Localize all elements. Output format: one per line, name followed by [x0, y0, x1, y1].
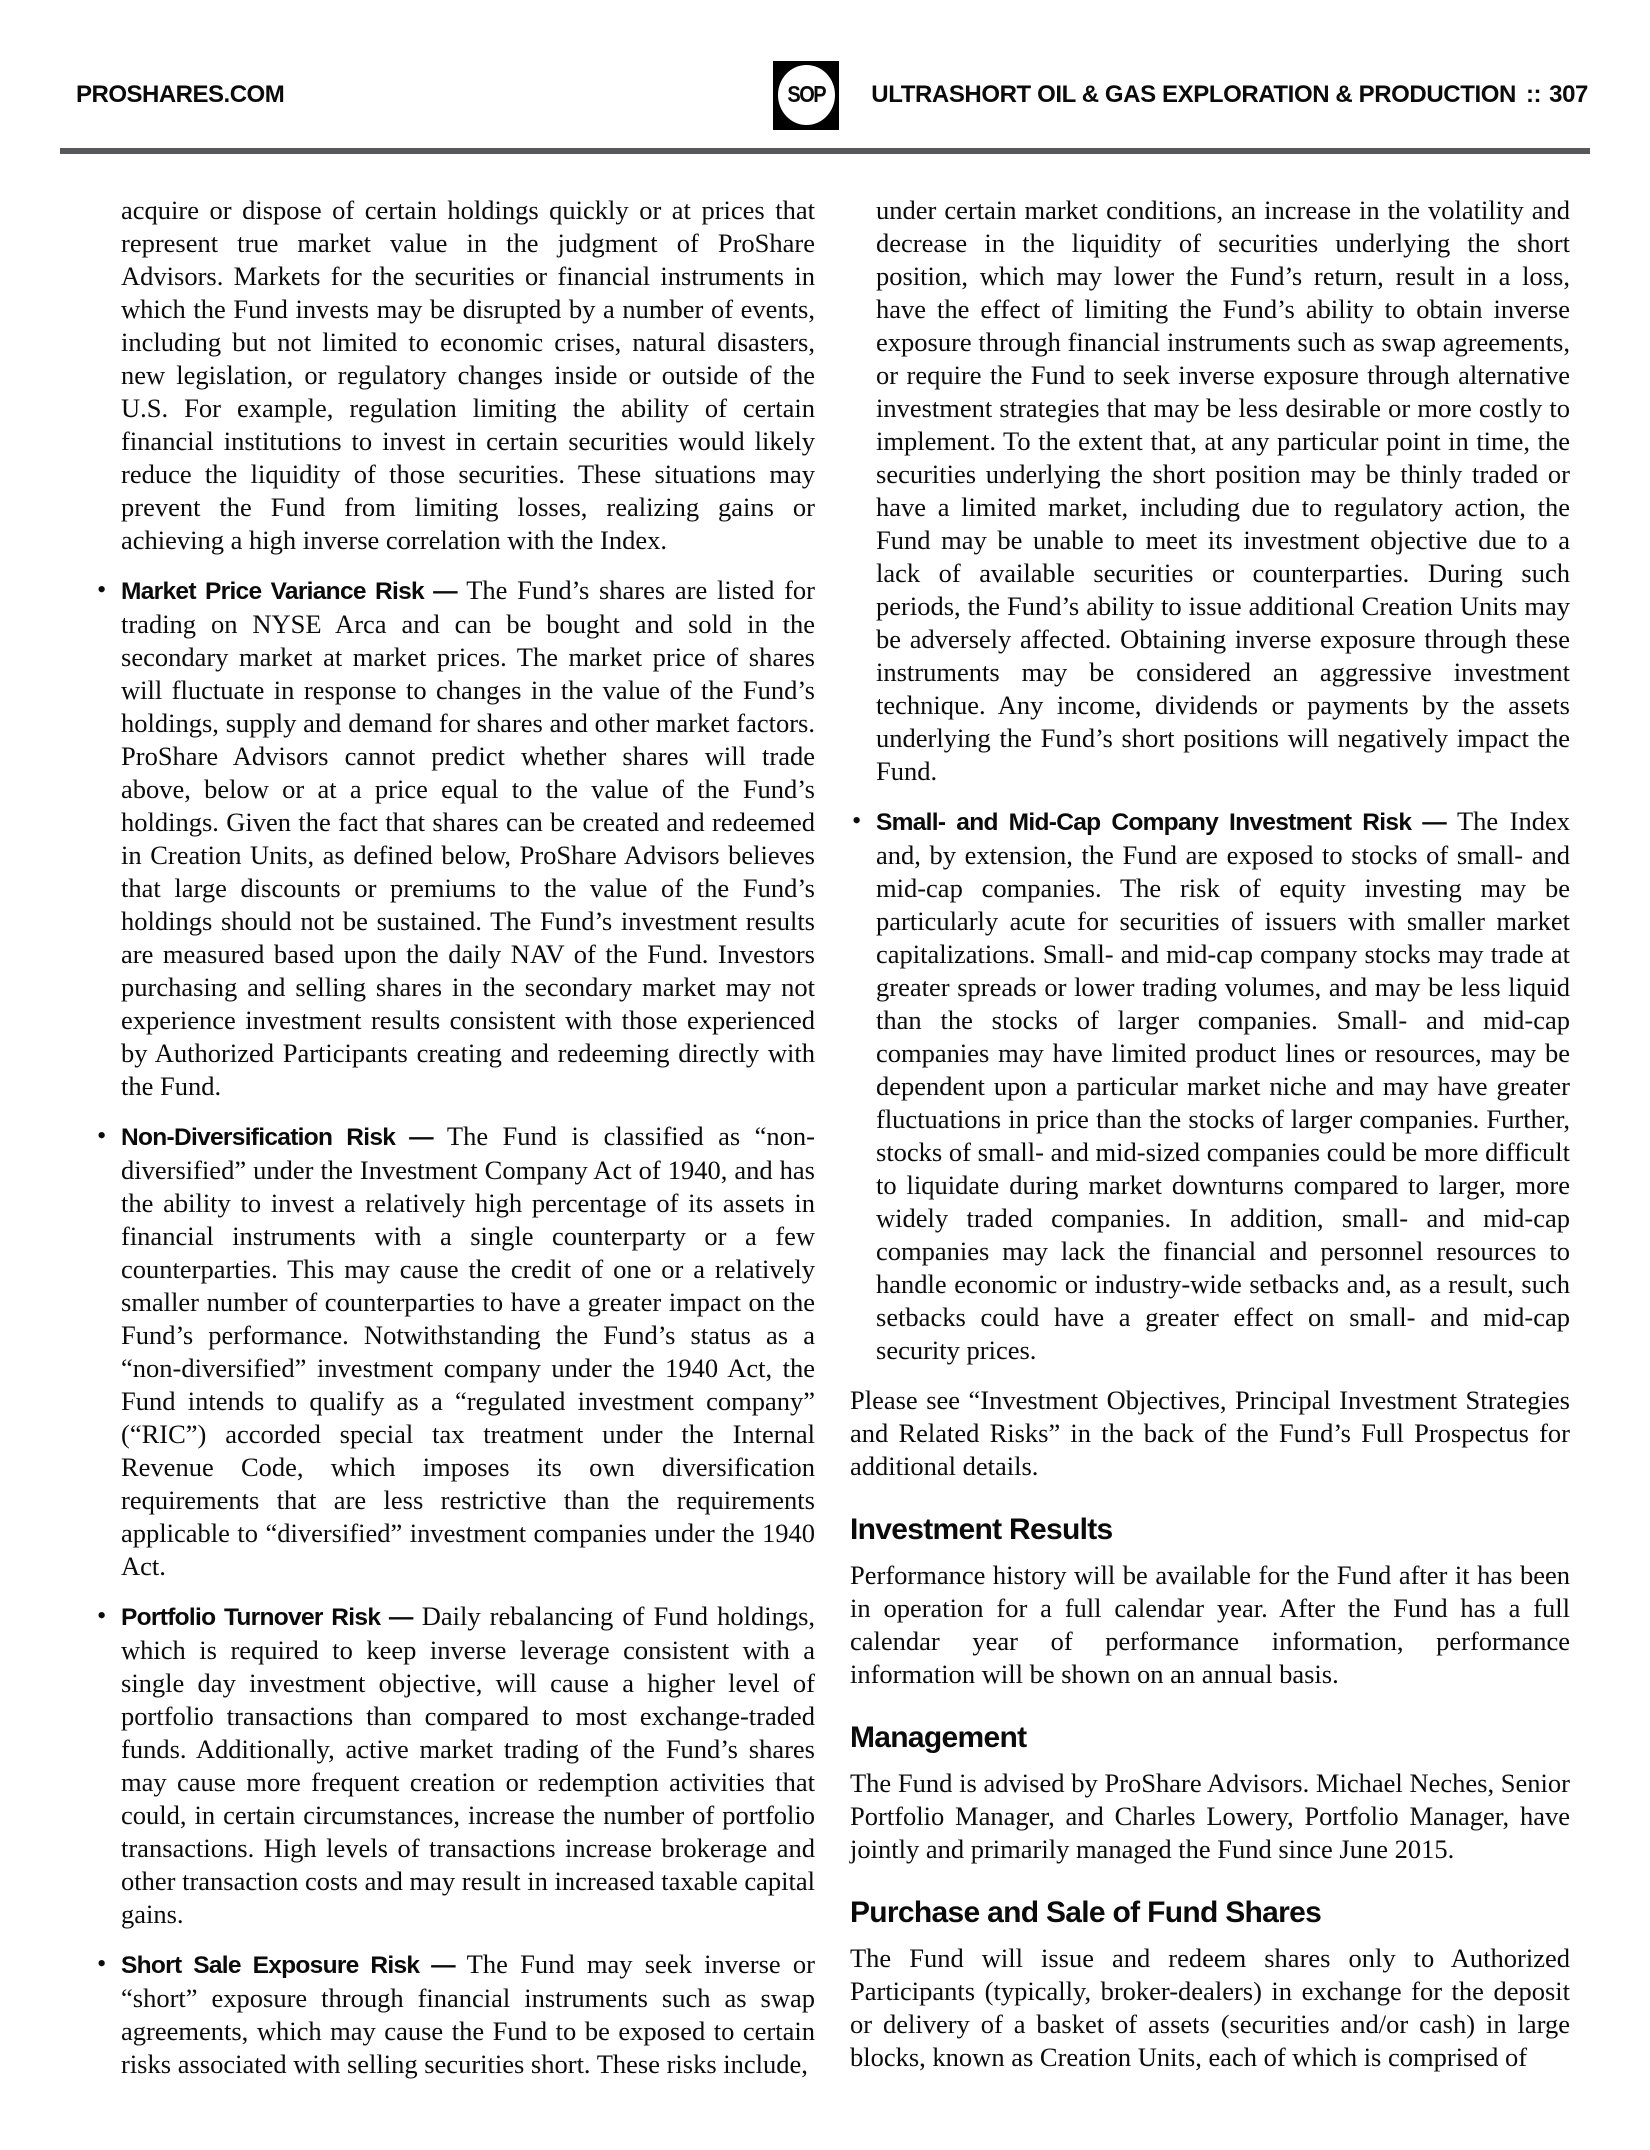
note-paragraph: Please see “Investment Objectives, Principal Investment Strategies and Related Risks” in the back of the Fund’s Full Prospectus for additional details.: [850, 1385, 1570, 1481]
section-body: The Fund will issue and redeem shares only to Authorized Participants (typically, broker-dealers) in exchange for the deposit or delivery of a basket of assets (securities and/or cash) in large blocks, known as Creation Units, each of which is comprised of: [850, 1943, 1570, 2072]
section-body: Performance history will be available for the Fund after it has been in operation for a full calendar year. After the Fund has a full calendar year of performance information, performance information will be shown on an annual basis.: [850, 1560, 1570, 1689]
bullet-dot: •: [852, 805, 862, 835]
bullet-paragraph: [121, 574, 815, 1103]
continued-paragraph: under certain market conditions, an increase in the volatility and decrease in the liquidity of securities underlying the short position, which may lower the Fund’s return, result in a loss, have the effect of limiting the Fund’s ability to obtain inverse exposure through financial instruments such as swap agreements, or require the Fund to seek inverse exposure through alternative investment strategies that may be less desirable or more costly to implement. To the extent that, at any particular point in time, the securities underlying the short position may be thinly traded or have a limited market, including due to regulatory action, the Fund may be unable to meet its investment objective due to a lack of available securities or counterparties. During such periods, the Fund’s ability to issue additional Creation Units may be adversely affected. Obtaining inverse exposure through these instruments may be considered an aggressive investment technique. Any income, dividends or payments by the assets underlying the Fund’s short positions will negatively impact the Fund.: [876, 195, 1570, 786]
fund-name: ULTRASHORT OIL & GAS EXPLORATION & PRODUCTION: [871, 81, 1516, 108]
bullet-text: The Fund is classified as “non-diversified” under the Investment Company Act of 1940, and has the ability to invest a relatively high percentage of its assets in financial instruments with a single counterparty or a few counterparties. This may cause the credit of one or a relatively smaller number of counterparties to have a greater impact on the Fund’s performance. Notwithstanding the Fund’s status as a “non-diversified” investment company under the 1940 Act, the Fund intends to qualify as a “regulated investment company” (“RIC”) accorded special tax treatment under the Internal Revenue Code, which imposes its own diversification requirements that are less restrictive than the requirements applicable to “diversified” investment companies under the 1940 Act.: [121, 1121, 815, 1581]
two-column-body: [0, 154, 1650, 2098]
bullet-paragraph: [121, 1120, 815, 1583]
section-investment-results: [850, 1513, 1570, 1691]
bullet-paragraph: [876, 805, 1570, 1367]
bullet-dot: •: [97, 1600, 107, 1630]
section-purchase-and-sale: [850, 1896, 1570, 2074]
bullet-title: Short Sale Exposure Risk —: [121, 1952, 455, 1979]
bullet-paragraph: [121, 1600, 815, 1931]
continued-paragraph: acquire or dispose of certain holdings quickly or at prices that represent true market value in the judgment of ProShare Advisors. Markets for the securities or financial instruments in which the Fund invests may be disrupted by a number of events, including but not limited to economic crises, natural disasters, new legislation, or regulatory changes inside or outside of the U.S. For example, regulation limiting the ability of certain financial institutions to invest in certain securities would likely reduce the liquidity of those securities. These situations may prevent the Fund from limiting losses, realizing gains or achieving a high inverse correlation with the Index.: [121, 195, 815, 555]
title-separator: ::: [1525, 81, 1542, 108]
risk-bullet-market-price-variance: [95, 574, 815, 1103]
bullet-dot: •: [97, 574, 107, 604]
right-column: [850, 194, 1570, 2098]
page-number: 307: [1549, 81, 1588, 108]
fund-ticker-logo: [773, 61, 839, 130]
section-heading: Purchase and Sale of Fund Shares: [850, 1896, 1322, 1929]
bullet-text: Daily rebalancing of Fund holdings, which is required to keep inverse leverage consistent with a single day investment objective, will cause a higher level of portfolio transactions than compared to most exchange-traded funds. Additionally, active market trading of the Fund’s shares may cause more frequent creation or redemption activities that could, in certain circumstances, increase the number of portfolio transactions. High levels of transactions increase brokerage and other transaction costs and may result in increased taxable capital gains.: [121, 1601, 816, 1929]
logo-circle: [778, 65, 835, 125]
bullet-title: Small- and Mid-Cap Company Investment Risk —: [876, 809, 1446, 836]
bullet-dot: •: [97, 1120, 107, 1150]
risk-bullet-non-diversification: [95, 1120, 815, 1583]
header-right-group: [773, 61, 1588, 130]
bullet-text: The Index and, by extension, the Fund are exposed to stocks of small- and mid-cap companies. The risk of equity investing may be particularly acute for securities of issuers with smaller market capitalizations. Small- and mid-cap company stocks may trade at greater spreads or lower trading volumes, and may be less liquid than the stocks of larger companies. Small- and mid-cap companies may have limited product lines or resources, may be dependent upon a particular market niche and may have greater fluctuations in price than the stocks of larger companies. Further, stocks of small- and mid-sized companies could be more difficult to liquidate during market downturns compared to larger, more widely traded companies. In addition, small- and mid-cap companies may lack the financial and personnel resources to handle economic or industry-wide setbacks and, as a result, such setbacks could have a greater effect on small- and mid-cap security prices.: [876, 806, 1570, 1365]
bullet-dot: •: [97, 1948, 107, 1978]
risk-bullet-portfolio-turnover: [95, 1600, 815, 1931]
section-body: The Fund is advised by ProShare Advisors. Michael Neches, Senior Portfolio Manager, and Charles Lowery, Portfolio Manager, have jointly and primarily managed the Fund since June 2015.: [850, 1768, 1570, 1864]
section-heading: Investment Results: [850, 1513, 1113, 1546]
bullet-title: Non-Diversification Risk —: [121, 1124, 433, 1151]
section-management: [850, 1721, 1570, 1866]
section-heading: Management: [850, 1721, 1027, 1754]
site-url: PROSHARES.COM: [76, 81, 285, 108]
left-column: [95, 194, 815, 2098]
risk-bullet-small-mid-cap: [850, 805, 1570, 1367]
bullet-title: Market Price Variance Risk —: [121, 578, 457, 605]
page-header: [0, 0, 1650, 138]
bullet-paragraph: [121, 1948, 815, 2081]
bullet-title: Portfolio Turnover Risk —: [121, 1604, 413, 1631]
bullet-text: The Fund’s shares are listed for trading on NYSE Arca and can be bought and sold in the secondary market at market prices. The market price of shares will fluctuate in response to changes in the value of the Fund’s holdings, supply and demand for shares and other market factors. ProShare Advisors cannot predict whether shares will trade above, below or at a price equal to the value of the Fund’s holdings. Given the fact that shares can be created and redeemed in Creation Units, as defined below, ProShare Advisors believes that large discounts or premiums to the value of the Fund’s holdings should not be sustained. The Fund’s investment results are measured based upon the daily NAV of the Fund. Investors purchasing and selling shares in the secondary market may not experience investment results consistent with those experienced by Authorized Participants creating and redeeming directly with the Fund.: [121, 575, 815, 1101]
risk-bullet-short-sale-exposure: [95, 1948, 815, 2081]
logo-ticker-text: SOP: [787, 81, 826, 108]
bullet-text: The Fund may seek inverse or “short” exposure through financial instruments such as swap agreements, which may cause the Fund to be exposed to certain risks associated with selling securities short. These risks include,: [121, 1949, 816, 2079]
document-title: [871, 81, 1588, 109]
